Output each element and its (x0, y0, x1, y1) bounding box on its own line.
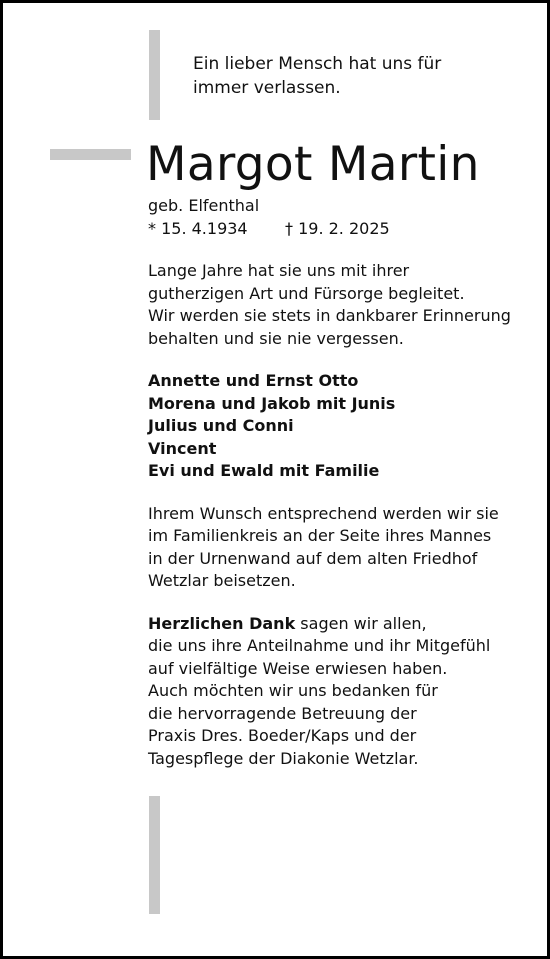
tribute-line: Lange Jahre hat sie uns mit ihrer (148, 261, 410, 280)
tribute-line: behalten und sie nie vergessen. (148, 328, 404, 348)
intro-line: immer verlassen. (193, 78, 341, 98)
tribute-line: Wir werden sie stets in dankbarer Erinnerung (148, 306, 511, 325)
tribute-paragraph (148, 260, 528, 350)
cross-lower-beam (149, 796, 160, 914)
notice-body (148, 195, 528, 770)
thanks-line: die uns ihre Anteilnahme und ihr Mitgefühl (148, 636, 491, 655)
burial-line: Ihrem Wunsch entsprechend werden wir sie (148, 503, 499, 523)
family-member: Julius und Conni (148, 416, 294, 435)
cross-arm-beam (50, 149, 131, 160)
burial-line: in der Urnenwand auf dem alten Friedhof (148, 548, 478, 568)
birth-date: * 15. 4.1934 (148, 218, 248, 238)
intro-line: Ein lieber Mensch hat uns für (193, 54, 442, 74)
thanks-paragraph (148, 613, 528, 771)
thanks-bold-lead: Herzlichen Dank (148, 613, 296, 633)
family-member: Vincent (148, 438, 217, 458)
tribute-line: gutherzigen Art und Fürsorge begleitet. (148, 283, 465, 303)
life-dates (148, 218, 528, 241)
death-date: † 19. 2. 2025 (285, 218, 390, 238)
thanks-line: die hervorragende Betreuung der (148, 703, 417, 723)
deceased-name: Margot Martin (146, 137, 480, 192)
thanks-lead-rest: sagen wir allen, (295, 613, 427, 633)
thanks-line: Praxis Dres. Boeder/Kaps und der (148, 726, 417, 745)
burial-paragraph (148, 503, 528, 593)
burial-line: im Familienkreis an der Seite ihres Mannes (148, 526, 492, 545)
thanks-line: auf vielfältige Weise erwiesen haben. (148, 658, 448, 678)
family-member: Annette und Ernst Otto (148, 371, 359, 390)
family-list (148, 370, 528, 483)
intro-text (193, 52, 493, 100)
thanks-line: Auch möchten wir uns bedanken für (148, 681, 438, 700)
family-member: Evi und Ewald mit Familie (148, 461, 380, 480)
family-member: Morena und Jakob mit Junis (148, 393, 396, 413)
cross-upper-beam (149, 30, 160, 120)
burial-line: Wetzlar beisetzen. (148, 571, 296, 590)
maiden-name: geb. Elfenthal (148, 196, 260, 215)
thanks-lead-line (148, 613, 528, 636)
thanks-line: Tagespflege der Diakonie Wetzlar. (148, 748, 419, 768)
